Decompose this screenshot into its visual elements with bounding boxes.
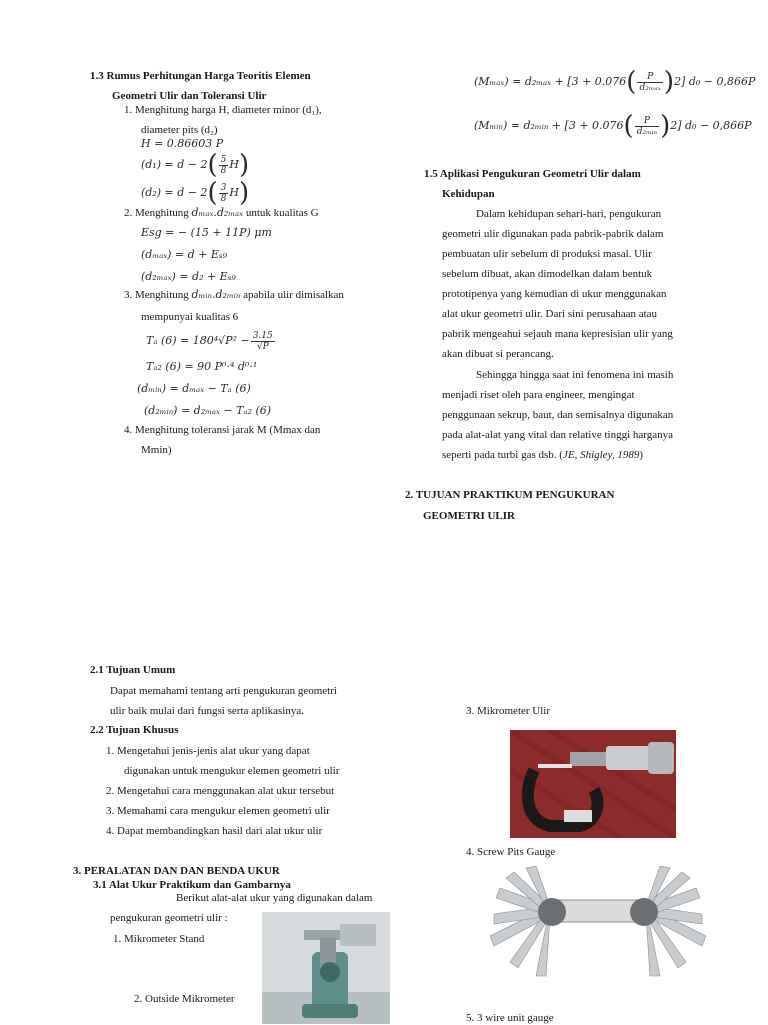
section-2-heading-cont: GEOMETRI ULIR [423,510,515,522]
section-2-1-text-cont: ulir baik mulai dari fungsi serta aplikasinya. [110,705,304,717]
list-item: 1. Mengetahui jenis-jenis alat ukur yang dapat [106,745,310,757]
list-item-3-cont: mempunyai kualitas 6 [141,311,239,323]
paragraph-line: Sehingga hingga saat ini fenomena ini masih [476,369,674,381]
equation-td: Tₐ (6) = 180⁴√P² − $\frac{3.15}{√P}$ [146,330,273,352]
screw-pitch-gauge-image [490,866,706,980]
paragraph-line: pada alat-alat yang vital dan relative tinggi harganya [442,429,674,441]
equation-h: H = 0.86603 P [141,137,224,150]
equation-dmin: (dₘᵢₙ) = dₘₐₓ − Tₐ (6) [137,382,251,395]
list-item: 2. Mengetahui cara menggunakan alat ukur tersebut [106,785,335,797]
equation-d1: (d₁) = d − 2( $\frac{5}{8}$ H) [141,150,250,180]
equation-esg: Esg = − (15 + 11P) μm [141,226,272,239]
micrometer-stand-image [262,912,390,1024]
equation-d2: (d₂) = d − 2( $\frac{3}{8}$ H) [141,178,250,208]
list-item-2: 2. Menghitung dₘₐₓ.d₂ₘₐₓ untuk kualitas G [124,206,319,219]
paragraph-line: akan dibuat si perancang. [442,348,554,360]
paragraph-line: pabrik mengeahui sejauh mana kepresisian ulir yang [442,328,673,340]
paragraph-line: alat ukur geometri ulir. Dari sini perusahaan atau [442,308,658,320]
paragraph-line: penggunaan sekrup, baut, dan semisalnya digunakan [442,409,674,421]
equation-d2min: (d₂ₘᵢₙ) = d₂ₘₐₓ − Tₐ₂ (6) [144,404,272,417]
tool-item-4: 4. Screw Pits Gauge [466,846,556,858]
section-3-1-text-cont: pengukuran geometri ulir : [110,912,228,924]
list-item-4-cont: Mmin) [141,444,172,456]
section-2-2-heading: 2.2 Tujuan Khusus [90,724,179,736]
list-item-1: 1. Menghitung harga H, diameter minor (d₁), [124,104,322,116]
equation-mmax: (Mₘₐₓ) = d₂ₘₐₓ + [3 + 0.076( $\frac{P}{\text{d₂ₘₐₓ}}$ )2] d₀ − 0,866P [474,67,756,97]
tool-item-3: 3. Mikrometer Ulir [466,705,551,717]
section-2-heading: 2. TUJUAN PRAKTIKUM PENGUKURAN [405,489,615,501]
list-item-1-cont: diameter pits (d₂) [141,124,218,136]
paragraph-line: Dalam kehidupan sehari-hari, pengukuran [476,208,662,220]
list-item-3: 3. Menghitung dₘᵢₙ.d₂ₘᵢₙ apabila ulir dimisalkan [124,288,344,301]
list-item-4: 4. Menghitung toleransi jarak M (Mmax dan [124,424,321,436]
paragraph-line: pembuatan ulir sebelum di produksi masal. Ulir [442,248,652,260]
thread-micrometer-image [510,730,676,838]
paragraph-line-citation: seperti pada turbi gas dsb. (JE, Shigley, 1989) [442,449,644,461]
section-3-1-heading: 3.1 Alat Ukur Praktikum dan Gambarnya [93,879,291,891]
tool-item-1: 1. Mikrometer Stand [113,933,205,945]
section-1-5-heading-cont: Kehidupan [442,188,495,200]
section-3-heading: 3. PERALATAN DAN DAN BENDA UKUR [73,865,280,877]
paragraph-line: sebelum dibuat, akan dimodelkan dalam bentuk [442,268,653,280]
section-1-3-heading-cont: Geometri Ulir dan Toleransi Ulir [112,90,267,102]
section-1-5-heading: 1.5 Aplikasi Pengukuran Geometri Ulir dalam [424,168,641,180]
list-item: 4. Dapat membandingkan hasil dari alat ukur ulir [106,825,323,837]
equation-d2max: (d₂ₘₐₓ) = d₂ + Eₛ₉ [141,270,236,283]
list-item: 3. Memahami cara mengukur elemen geometri ulir [106,805,330,817]
equation-td2: Tₐ₂ (6) = 90 P⁰·⁴ d⁰·¹ [146,360,258,373]
equation-dmax: (dₘₐₓ) = d + Eₛ₉ [141,248,228,261]
equation-mmin: (Mₘᵢₙ) = d₂ₘᵢₙ + [3 + 0.076( $\frac{P}{\text{d₂ₘᵢₙ}}$ )2] d₀ − 0,866P [474,111,752,141]
section-2-1-heading: 2.1 Tujuan Umum [90,664,176,676]
list-item: digunakan untuk mengukur elemen geometri ulir [124,765,340,777]
paragraph-line: prototipenya yang kemudian di ukur menggunakan [442,288,667,300]
paragraph-line: geometri ulir digunakan pada pabrik-pabrik dalam [442,228,664,240]
paragraph-line: menjadi riset oleh para engineer, mengingat [442,389,635,401]
tool-item-2: 2. Outside Mikrometer [134,993,235,1005]
section-3-1-text: Berikut alat-alat ukur yang digunakan dalam [176,892,373,904]
section-2-1-text: Dapat memahami tentang arti pengukuran geometri [110,685,337,697]
tool-item-5: 5. 3 wire unit gauge [466,1012,554,1024]
section-1-3-heading: 1.3 Rumus Perhitungan Harga Teoritis Elemen [90,70,311,82]
